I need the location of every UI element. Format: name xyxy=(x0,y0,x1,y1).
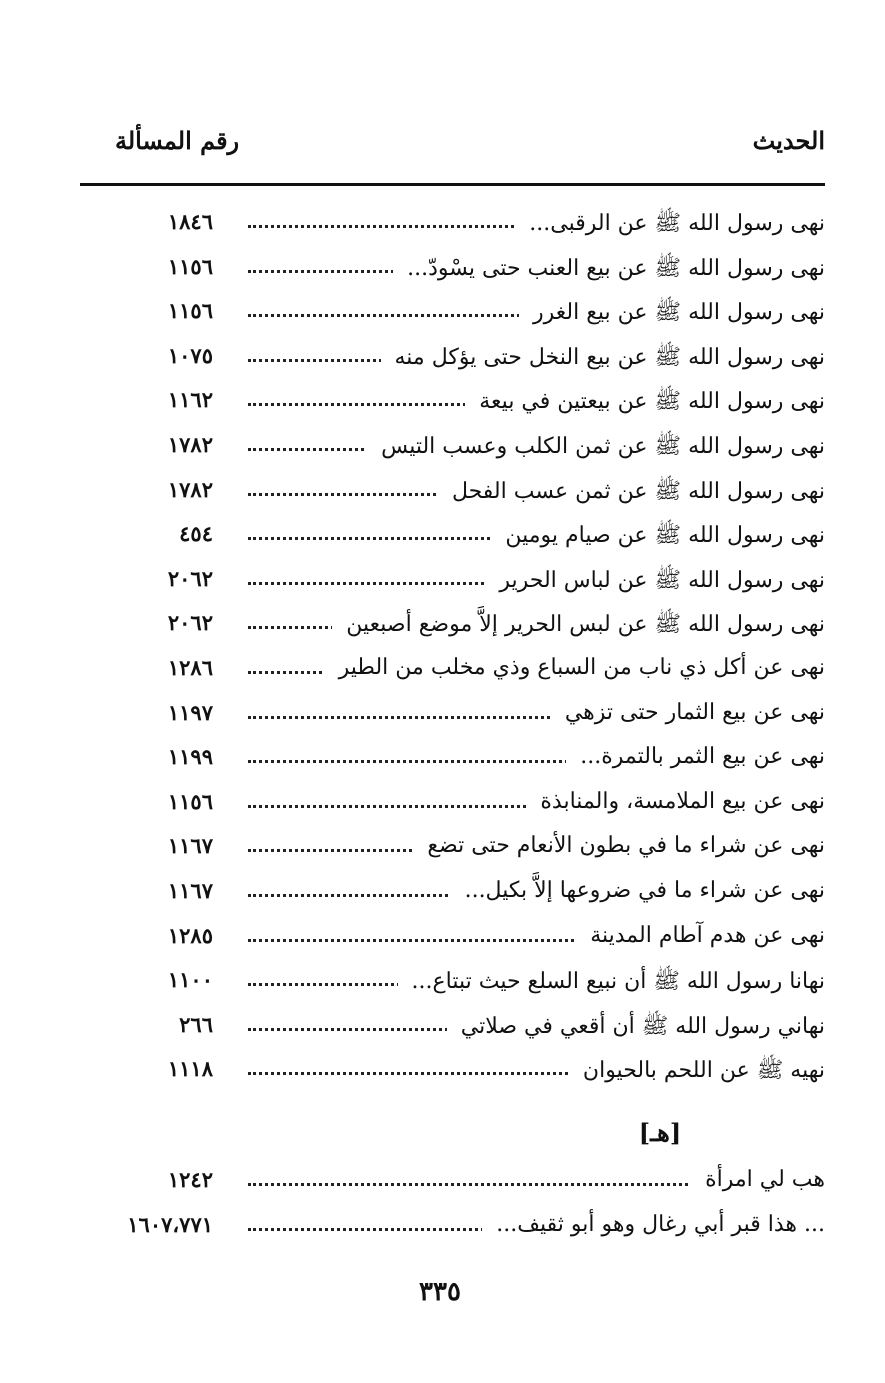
issue-number: ١١٥٦ xyxy=(167,788,213,814)
hadith-column-title: الحديث xyxy=(752,126,825,155)
issue-number: ١١٥٦ xyxy=(167,298,213,324)
issue-number: ١٨٤٦ xyxy=(167,209,213,234)
hadith-text: نهى عن أكل ذي ناب من السباع وذي مخلب من الطير xyxy=(325,655,825,680)
issue-number: ١١١٨ xyxy=(167,1056,213,1082)
issue-number: ٢٠٦٢ xyxy=(167,610,213,636)
entry-row xyxy=(80,872,825,917)
hadith-text: ... هذا قبر أبي رغال وهو أبو ثقيف... xyxy=(482,1212,825,1237)
entry-row xyxy=(80,1050,825,1095)
entry-row xyxy=(80,783,825,828)
hadith-text: نهاني رسول الله ﷺ أن أقعي في صلاتي xyxy=(447,1012,825,1044)
entry-row xyxy=(80,203,825,248)
entry-row xyxy=(80,827,825,872)
entry-row xyxy=(80,471,825,516)
entry-row xyxy=(80,1161,825,1206)
hadith-text: نهى عن بيع الملامسة، والمنابذة xyxy=(526,789,825,814)
entry-row xyxy=(80,515,825,560)
issue-number: ١٢٨٥ xyxy=(167,922,213,948)
issue-number: ٢٠٦٢ xyxy=(167,565,213,591)
entry-row xyxy=(80,961,825,1006)
entry-row xyxy=(80,694,825,739)
issue-number: ١١٩٧ xyxy=(167,699,213,725)
hadith-text: نهى رسول الله ﷺ عن بيع العنب حتى يسْودّ... xyxy=(393,254,825,286)
hadith-text: نهى رسول الله ﷺ عن بيع الغرر xyxy=(519,298,825,330)
column-header xyxy=(80,126,825,166)
hadith-text: هب لي امرأة xyxy=(691,1167,825,1192)
hadith-text: نهانا رسول الله ﷺ أن نبيع السلع حيث تبتاع... xyxy=(398,967,825,999)
section-entries-list xyxy=(80,1161,825,1250)
entry-row xyxy=(80,738,825,783)
issue-number: ١٢٨٦ xyxy=(167,654,213,680)
issue-number: ١١٦٢ xyxy=(167,387,213,413)
hadith-text: نهى عن شراء ما في ضروعها إلاَّ بكيل... xyxy=(451,878,825,903)
hadith-text: نهى عن هدم آطام المدينة xyxy=(576,923,825,948)
entry-row xyxy=(80,426,825,471)
hadith-text: نهى رسول الله ﷺ عن بيع النخل حتى يؤكل منه xyxy=(381,343,826,375)
hadith-text: نهى عن شراء ما في بطون الأنعام حتى تضع xyxy=(413,833,825,858)
entries-list xyxy=(80,203,825,1095)
number-column-title: رقم المسألة xyxy=(115,126,240,155)
hadith-text: نهيه ﷺ عن اللحم بالحيوان xyxy=(569,1056,825,1088)
issue-number: ١١٦٧ xyxy=(167,833,213,859)
entry-row xyxy=(80,1006,825,1051)
issue-number: ١٦٠٧،٧٧١ xyxy=(127,1211,213,1237)
issue-number: ٢٦٦ xyxy=(179,1011,213,1037)
hadith-text: نهى رسول الله ﷺ عن لباس الحرير xyxy=(485,566,825,598)
hadith-text: نهى عن بيع الثمار حتى تزهي xyxy=(551,700,825,725)
hadith-text: نهى رسول الله ﷺ عن ثمن عسب الفحل xyxy=(438,477,825,509)
issue-number: ١٢٤٢ xyxy=(167,1167,213,1192)
entry-row xyxy=(80,248,825,293)
hadith-text: نهى رسول الله ﷺ عن الرقبى... xyxy=(515,209,825,241)
issue-number: ١٠٧٥ xyxy=(167,342,213,368)
header-divider xyxy=(80,183,825,186)
entry-row xyxy=(80,604,825,649)
issue-number: ١٧٨٢ xyxy=(167,476,213,502)
hadith-text: نهى رسول الله ﷺ عن صيام يومين xyxy=(491,521,825,553)
hadith-text: نهى رسول الله ﷺ عن ثمن الكلب وعسب التيس xyxy=(367,432,825,464)
hadith-text: نهى عن بيع الثمر بالتمرة... xyxy=(566,744,825,769)
section-heading: [هـ] xyxy=(638,1118,682,1147)
page-number: ٣٣٥ xyxy=(419,1277,461,1307)
entry-row xyxy=(80,292,825,337)
entry-row xyxy=(80,649,825,694)
entry-row xyxy=(80,1206,825,1251)
issue-number: ١١٥٦ xyxy=(167,253,213,279)
entry-row xyxy=(80,917,825,962)
issue-number: ١١٦٧ xyxy=(167,877,213,903)
hadith-text: نهى رسول الله ﷺ عن لبس الحرير إلاَّ موضع أصبعين xyxy=(332,610,825,642)
entry-row xyxy=(80,337,825,382)
issue-number: ١٧٨٢ xyxy=(167,431,213,457)
issue-number: ١١٠٠ xyxy=(167,967,213,993)
issue-number: ٤٥٤ xyxy=(179,521,213,547)
hadith-text: نهى رسول الله ﷺ عن بيعتين في بيعة xyxy=(465,387,825,419)
entry-row xyxy=(80,381,825,426)
issue-number: ١١٩٩ xyxy=(167,744,213,770)
entry-row xyxy=(80,560,825,605)
